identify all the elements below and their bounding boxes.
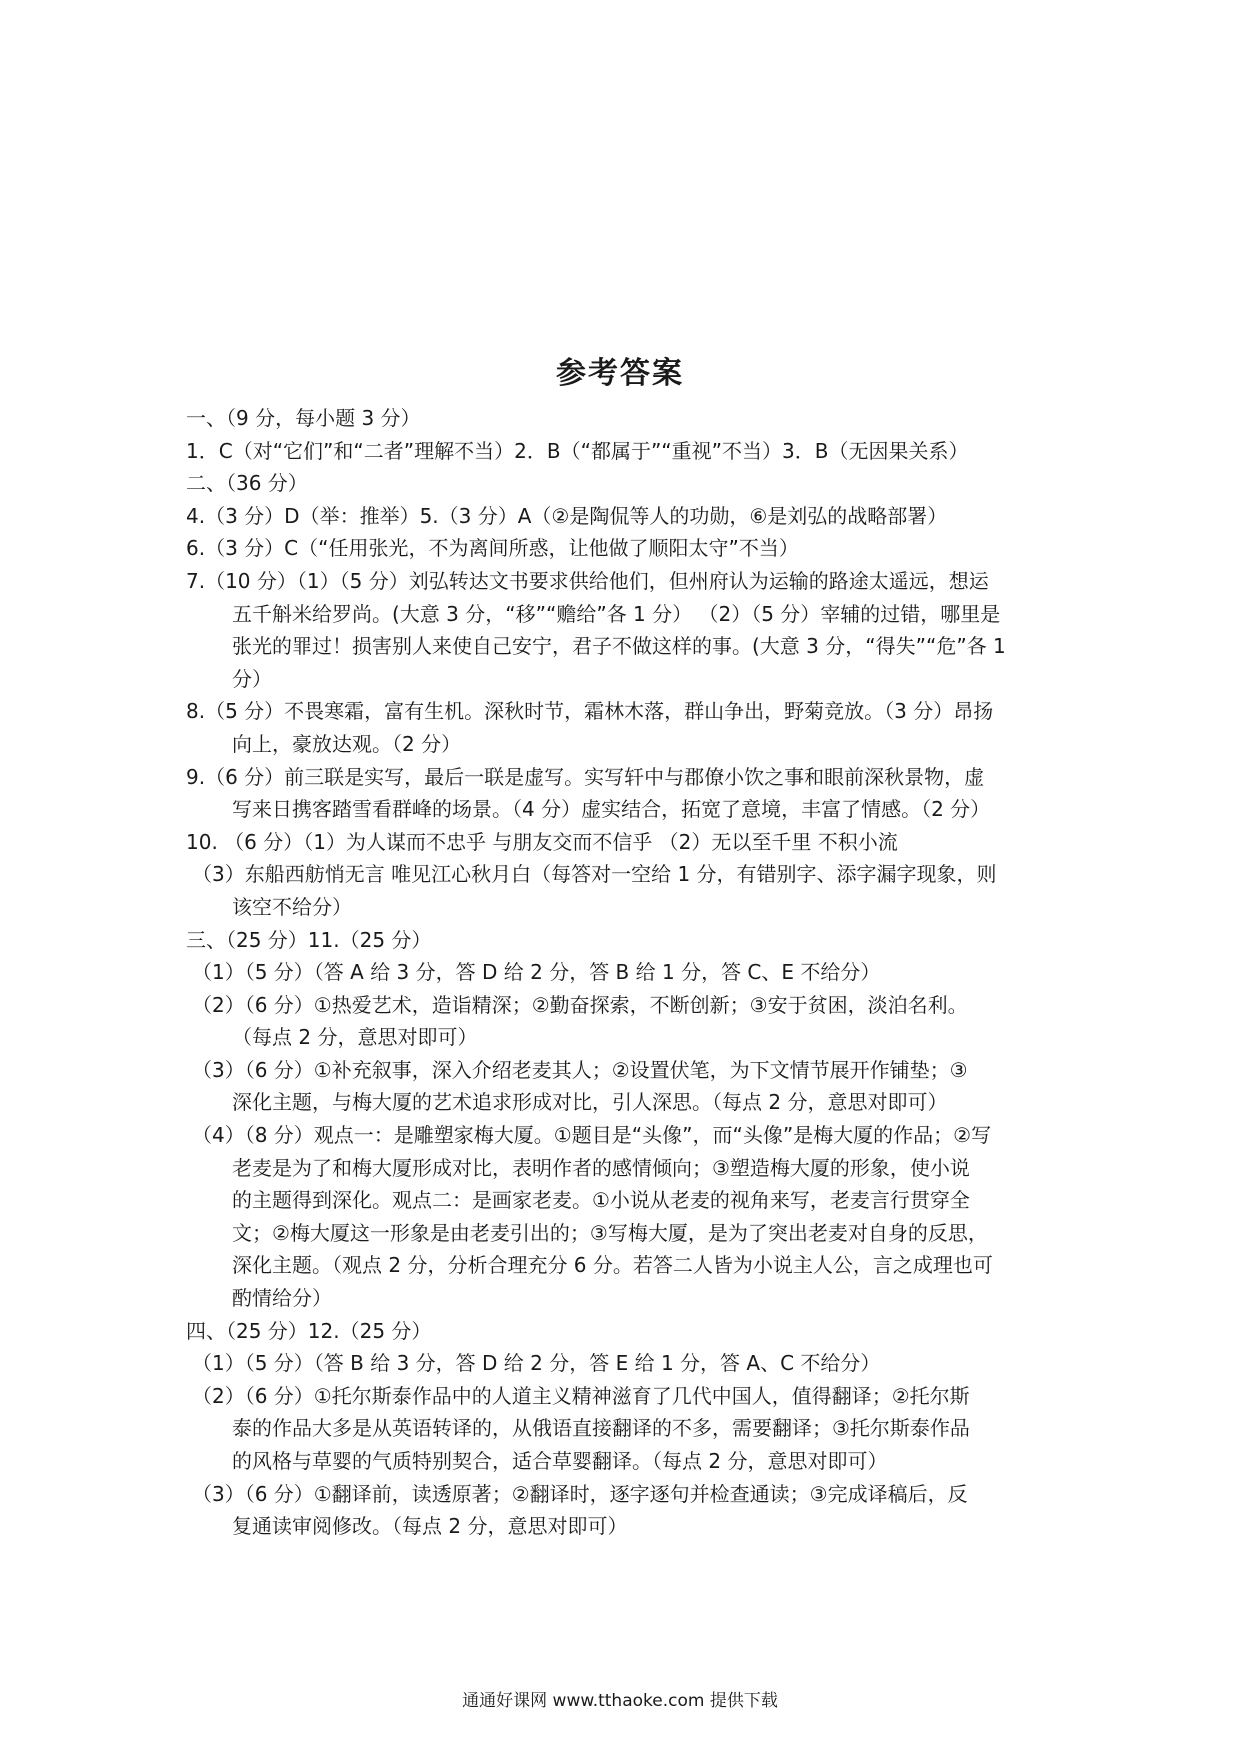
answer-line: 的主题得到深化。观点二：是画家老麦。①小说从老麦的视角来写，老麦言行贯穿全 (232, 1188, 970, 1213)
page-title: 参考答案 (556, 356, 684, 391)
page-footer: 通通好课网 www.tthaoke.com 提供下载 (462, 1691, 778, 1711)
answer-line: 泰的作品大多是从英语转译的，从俄语直接翻译的不多，需要翻译；③托尔斯泰作品 (232, 1416, 970, 1441)
answer-line: 1．C（对“它们”和“二者”理解不当）2．B（“都属于”“重视”不当）3．B（无因果关系） (186, 438, 969, 463)
answer-line: （1）（5 分）（答 A 给 3 分，答 D 给 2 分，答 B 给 1 分，答 C、E 不给分） (192, 960, 881, 985)
answer-line: （每点 2 分，意思对即可） (232, 1025, 478, 1050)
answer-line: （3）东船西舫悄无言 唯见江心秋月白（每答对一空给 1 分，有错别字、添字漏字现象，则 (192, 862, 997, 887)
answer-content (186, 402, 1066, 1543)
answer-line: 写来日携客踏雪看群峰的场景。（4 分）虚实结合，拓宽了意境，丰富了情感。（2 分） (232, 797, 991, 822)
answer-line: 分） (232, 666, 272, 691)
answer-line: 10. （6 分）（1）为人谋而不忠乎 与朋友交而不信乎 （2）无以至千里 不积小流 (186, 829, 898, 854)
answer-line: 9.（6 分）前三联是实写，最后一联是虚写。实写轩中与郡僚小饮之事和眼前深秋景物，虚 (186, 764, 985, 789)
answer-line: （3）（6 分）①补充叙事，深入介绍老麦其人；②设置伏笔，为下文情节展开作铺垫；③ (192, 1057, 968, 1082)
answer-line: 该空不给分） (232, 894, 352, 919)
answer-line: 向上，豪放达观。（2 分） (232, 731, 462, 756)
section-heading: 一、（9 分，每小题 3 分） (186, 406, 421, 430)
answer-line: 6.（3 分）C（“任用张光，不为离间所惑，让他做了顺阳太守”不当） (186, 536, 799, 561)
answer-line: 7.（10 分）（1）（5 分）刘弘转达文书要求供给他们，但州府认为运输的路途太遥远，想运 (186, 568, 989, 593)
answer-line: 酌情给分） (232, 1286, 332, 1311)
section-heading: 三、（25 分）11.（25 分） (186, 927, 432, 952)
answer-line: 五千斛米给罗尚。(大意 3 分，“移”“赡给”各 1 分） （2）（5 分）宰辅的过错，哪里是 (232, 601, 1001, 626)
section-heading: 二、（36 分） (186, 471, 308, 496)
answer-line: （2）（6 分）①热爱艺术，造诣精深；②勤奋探索，不断创新；③安于贫困，淡泊名利。 (192, 992, 968, 1017)
answer-line: 深化主题。（观点 2 分，分析合理充分 6 分。若答二人皆为小说主人公，言之成理也可 (232, 1253, 993, 1278)
answer-line: 张光的罪过！损害别人来使自己安宁，君子不做这样的事。(大意 3 分，“得失”“危”各 1 (232, 634, 1006, 659)
answer-line: 8.（5 分）不畏寒霜，富有生机。深秋时节，霜林木落，群山争出，野菊竞放。（3 分）昂扬 (186, 699, 994, 724)
answer-line: 深化主题，与梅大厦的艺术追求形成对比，引人深思。（每点 2 分，意思对即可） (232, 1090, 948, 1115)
answer-line: 4.（3 分）D（举：推举）5.（3 分）A（②是陶侃等人的功勋，⑥是刘弘的战略部署） (186, 503, 948, 528)
answer-line: 老麦是为了和梅大厦形成对比，表明作者的感情倾向；③塑造梅大厦的形象，使小说 (232, 1155, 970, 1180)
answer-line: 的风格与草婴的气质特别契合，适合草婴翻译。（每点 2 分，意思对即可） (232, 1449, 888, 1473)
answer-line: 文；②梅大厦这一形象是由老麦引出的；③写梅大厦，是为了突出老麦对自身的反思， (232, 1220, 988, 1245)
answer-line: （1）（5 分）（答 B 给 3 分，答 D 给 2 分，答 E 给 1 分，答 A、C 不给分） (192, 1351, 881, 1376)
answer-line: （2）（6 分）①托尔斯泰作品中的人道主义精神滋育了几代中国人，值得翻译；②托尔斯 (192, 1383, 970, 1408)
answer-line: 复通读审阅修改。（每点 2 分，意思对即可） (232, 1514, 628, 1539)
answer-line: （4）（8 分）观点一：是雕塑家梅大厦。①题目是“头像”，而“头像”是梅大厦的作品；②写 (192, 1123, 992, 1148)
section-heading: 四、（25 分）12.（25 分） (186, 1318, 432, 1343)
answer-line: （3）（6 分）①翻译前，读透原著；②翻译时，逐字逐句并检查通读；③完成译稿后，反 (192, 1481, 968, 1506)
